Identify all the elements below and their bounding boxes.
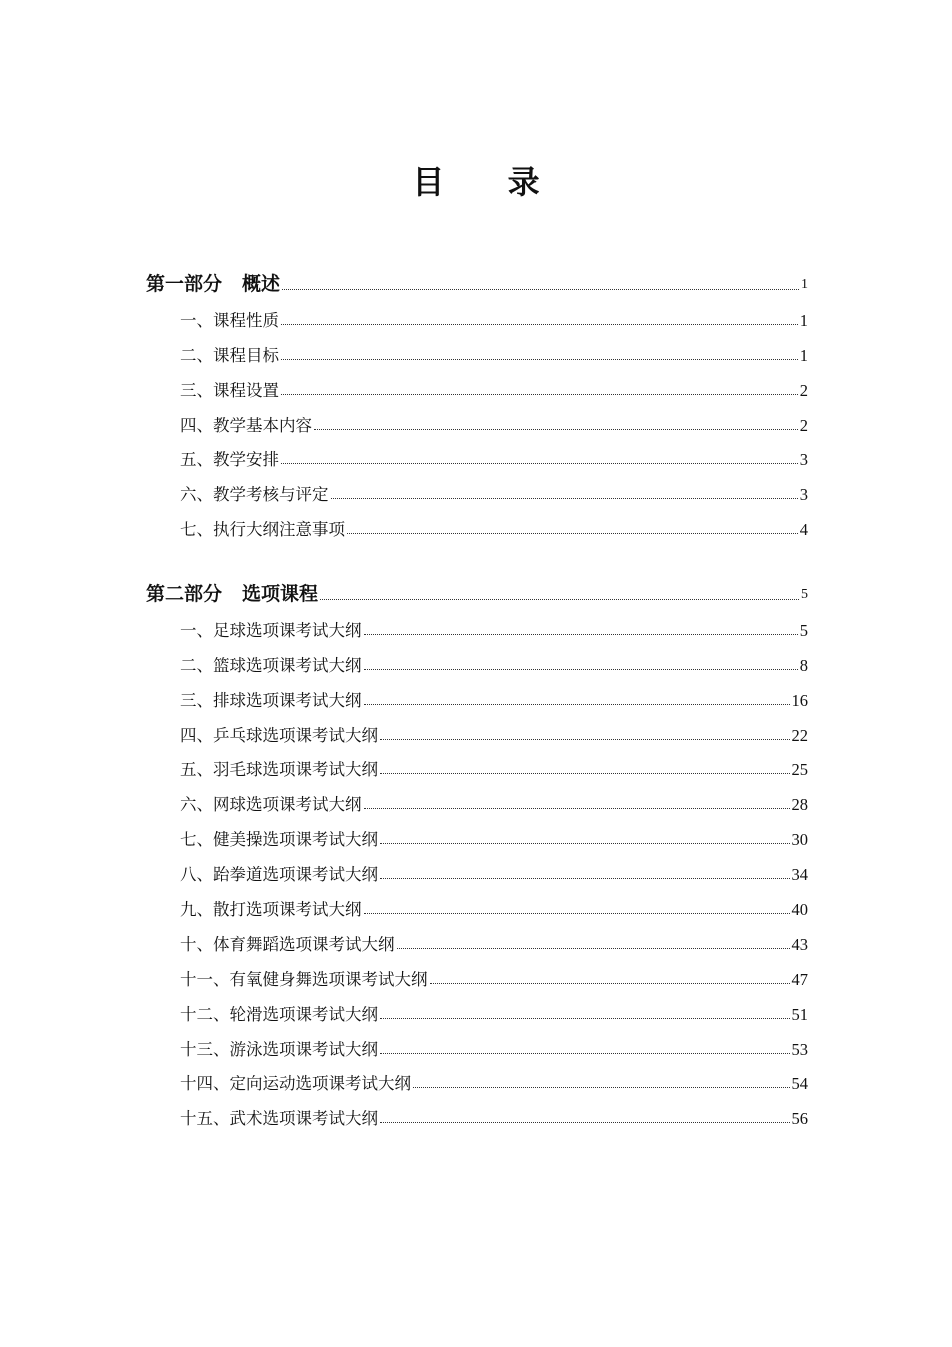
page-title: 目 录 — [412, 163, 566, 201]
page-number: 51 — [791, 1004, 808, 1024]
dot-leader — [281, 394, 798, 395]
part-name: 选项课程 — [242, 583, 319, 605]
page-number: 1 — [799, 345, 808, 365]
dot-leader — [413, 1087, 790, 1088]
dot-leader — [380, 739, 790, 740]
page-number: 25 — [791, 760, 808, 780]
toc-entry-label: 十二、轮滑选项课考试大纲 — [180, 1004, 378, 1024]
toc-part-heading[interactable] — [146, 256, 808, 296]
toc-entry-label: 一、足球选项课考试大纲 — [180, 620, 362, 640]
toc-entry[interactable] — [146, 436, 808, 471]
dot-leader — [364, 808, 790, 809]
toc-entry-label: 九、散打选项课考试大纲 — [180, 900, 362, 920]
toc-entry-label: 十四、定向运动选项课考试大纲 — [180, 1074, 411, 1094]
dot-leader — [397, 948, 790, 949]
dot-leader — [380, 773, 790, 774]
dot-leader — [380, 843, 790, 844]
dot-leader — [364, 704, 790, 705]
page-number: 30 — [791, 830, 808, 850]
toc-entry[interactable] — [146, 955, 808, 990]
page-number: 47 — [791, 969, 808, 989]
page-number: 3 — [799, 450, 808, 470]
page-number: 16 — [791, 690, 808, 710]
page-number: 28 — [791, 795, 808, 815]
page-number: 53 — [791, 1039, 808, 1059]
toc-entry[interactable] — [146, 606, 808, 641]
dot-leader — [364, 669, 798, 670]
toc-entry[interactable] — [146, 885, 808, 920]
page-number: 2 — [799, 415, 808, 435]
dot-leader — [347, 533, 798, 534]
dot-leader — [281, 463, 798, 464]
toc-entry[interactable] — [146, 366, 808, 401]
page-number: 22 — [791, 725, 808, 745]
toc-entry[interactable] — [146, 641, 808, 676]
toc-entry[interactable] — [146, 850, 808, 885]
toc-part-electives — [146, 566, 808, 1129]
dot-leader — [380, 1122, 790, 1123]
toc-entry[interactable] — [146, 1060, 808, 1095]
page-number: 3 — [799, 485, 808, 505]
dot-leader — [364, 913, 790, 914]
toc-entry[interactable] — [146, 815, 808, 850]
toc-entry-label: 三、课程设置 — [180, 380, 279, 400]
toc-entry[interactable] — [146, 505, 808, 540]
toc-entry[interactable] — [146, 1025, 808, 1060]
toc-part-heading[interactable] — [146, 566, 808, 606]
page-number: 43 — [791, 934, 808, 954]
page-number: 8 — [799, 655, 808, 675]
toc-entry[interactable] — [146, 711, 808, 746]
page-number: 54 — [791, 1074, 808, 1094]
dot-leader — [364, 634, 798, 635]
toc-entry-label: 四、乒乓球选项课考试大纲 — [180, 725, 378, 745]
toc-entry[interactable] — [146, 296, 808, 331]
dot-leader — [430, 983, 790, 984]
toc-entry-label: 一、课程性质 — [180, 310, 279, 330]
dot-leader — [314, 429, 798, 430]
toc-entry-label: 十三、游泳选项课考试大纲 — [180, 1039, 378, 1059]
part-name: 概述 — [242, 273, 281, 295]
part-number: 第二部分 — [146, 583, 223, 605]
toc-entry[interactable] — [146, 746, 808, 781]
page-number: 40 — [791, 900, 808, 920]
toc-entry[interactable] — [146, 676, 808, 711]
page-number: 1 — [801, 277, 808, 292]
toc-entry[interactable] — [146, 401, 808, 436]
dot-leader — [320, 599, 799, 600]
toc-part-overview — [146, 256, 808, 540]
dot-leader — [281, 324, 798, 325]
toc-entry-label: 六、教学考核与评定 — [180, 485, 329, 505]
page-number: 4 — [799, 520, 808, 540]
toc-entry-label: 五、羽毛球选项课考试大纲 — [180, 760, 378, 780]
dot-leader — [380, 1018, 790, 1019]
toc-entry-label: 二、篮球选项课考试大纲 — [180, 655, 362, 675]
dot-leader — [380, 1053, 790, 1054]
toc-entry[interactable] — [146, 990, 808, 1025]
toc-entry-label: 七、健美操选项课考试大纲 — [180, 830, 378, 850]
toc-entry-label: 四、教学基本内容 — [180, 415, 312, 435]
part-number: 第一部分 — [146, 273, 223, 295]
dot-leader — [282, 289, 799, 290]
toc-entry-label: 六、网球选项课考试大纲 — [180, 795, 362, 815]
dot-leader — [380, 878, 790, 879]
page-number: 2 — [799, 380, 808, 400]
toc-entry-label: 二、课程目标 — [180, 345, 279, 365]
toc-entry-label: 十五、武术选项课考试大纲 — [180, 1109, 378, 1129]
page-number: 5 — [799, 620, 808, 640]
toc-entry[interactable] — [146, 780, 808, 815]
toc-entry-label: 八、跆拳道选项课考试大纲 — [180, 865, 378, 885]
toc-entry[interactable] — [146, 920, 808, 955]
toc-entry[interactable] — [146, 331, 808, 366]
dot-leader — [331, 498, 798, 499]
page-number: 1 — [799, 310, 808, 330]
toc-entry-label: 十、体育舞蹈选项课考试大纲 — [180, 934, 395, 954]
toc-entry-label: 十一、有氧健身舞选项课考试大纲 — [180, 969, 428, 989]
toc-entry[interactable] — [146, 470, 808, 505]
page-number: 5 — [801, 587, 808, 602]
dot-leader — [281, 359, 798, 360]
page-number: 56 — [791, 1109, 808, 1129]
page-number: 34 — [791, 865, 808, 885]
toc-entry-label: 三、排球选项课考试大纲 — [180, 690, 362, 710]
toc-entry[interactable] — [146, 1094, 808, 1129]
toc-entry-label: 七、执行大纲注意事项 — [180, 520, 345, 540]
toc-entry-label: 五、教学安排 — [180, 450, 279, 470]
